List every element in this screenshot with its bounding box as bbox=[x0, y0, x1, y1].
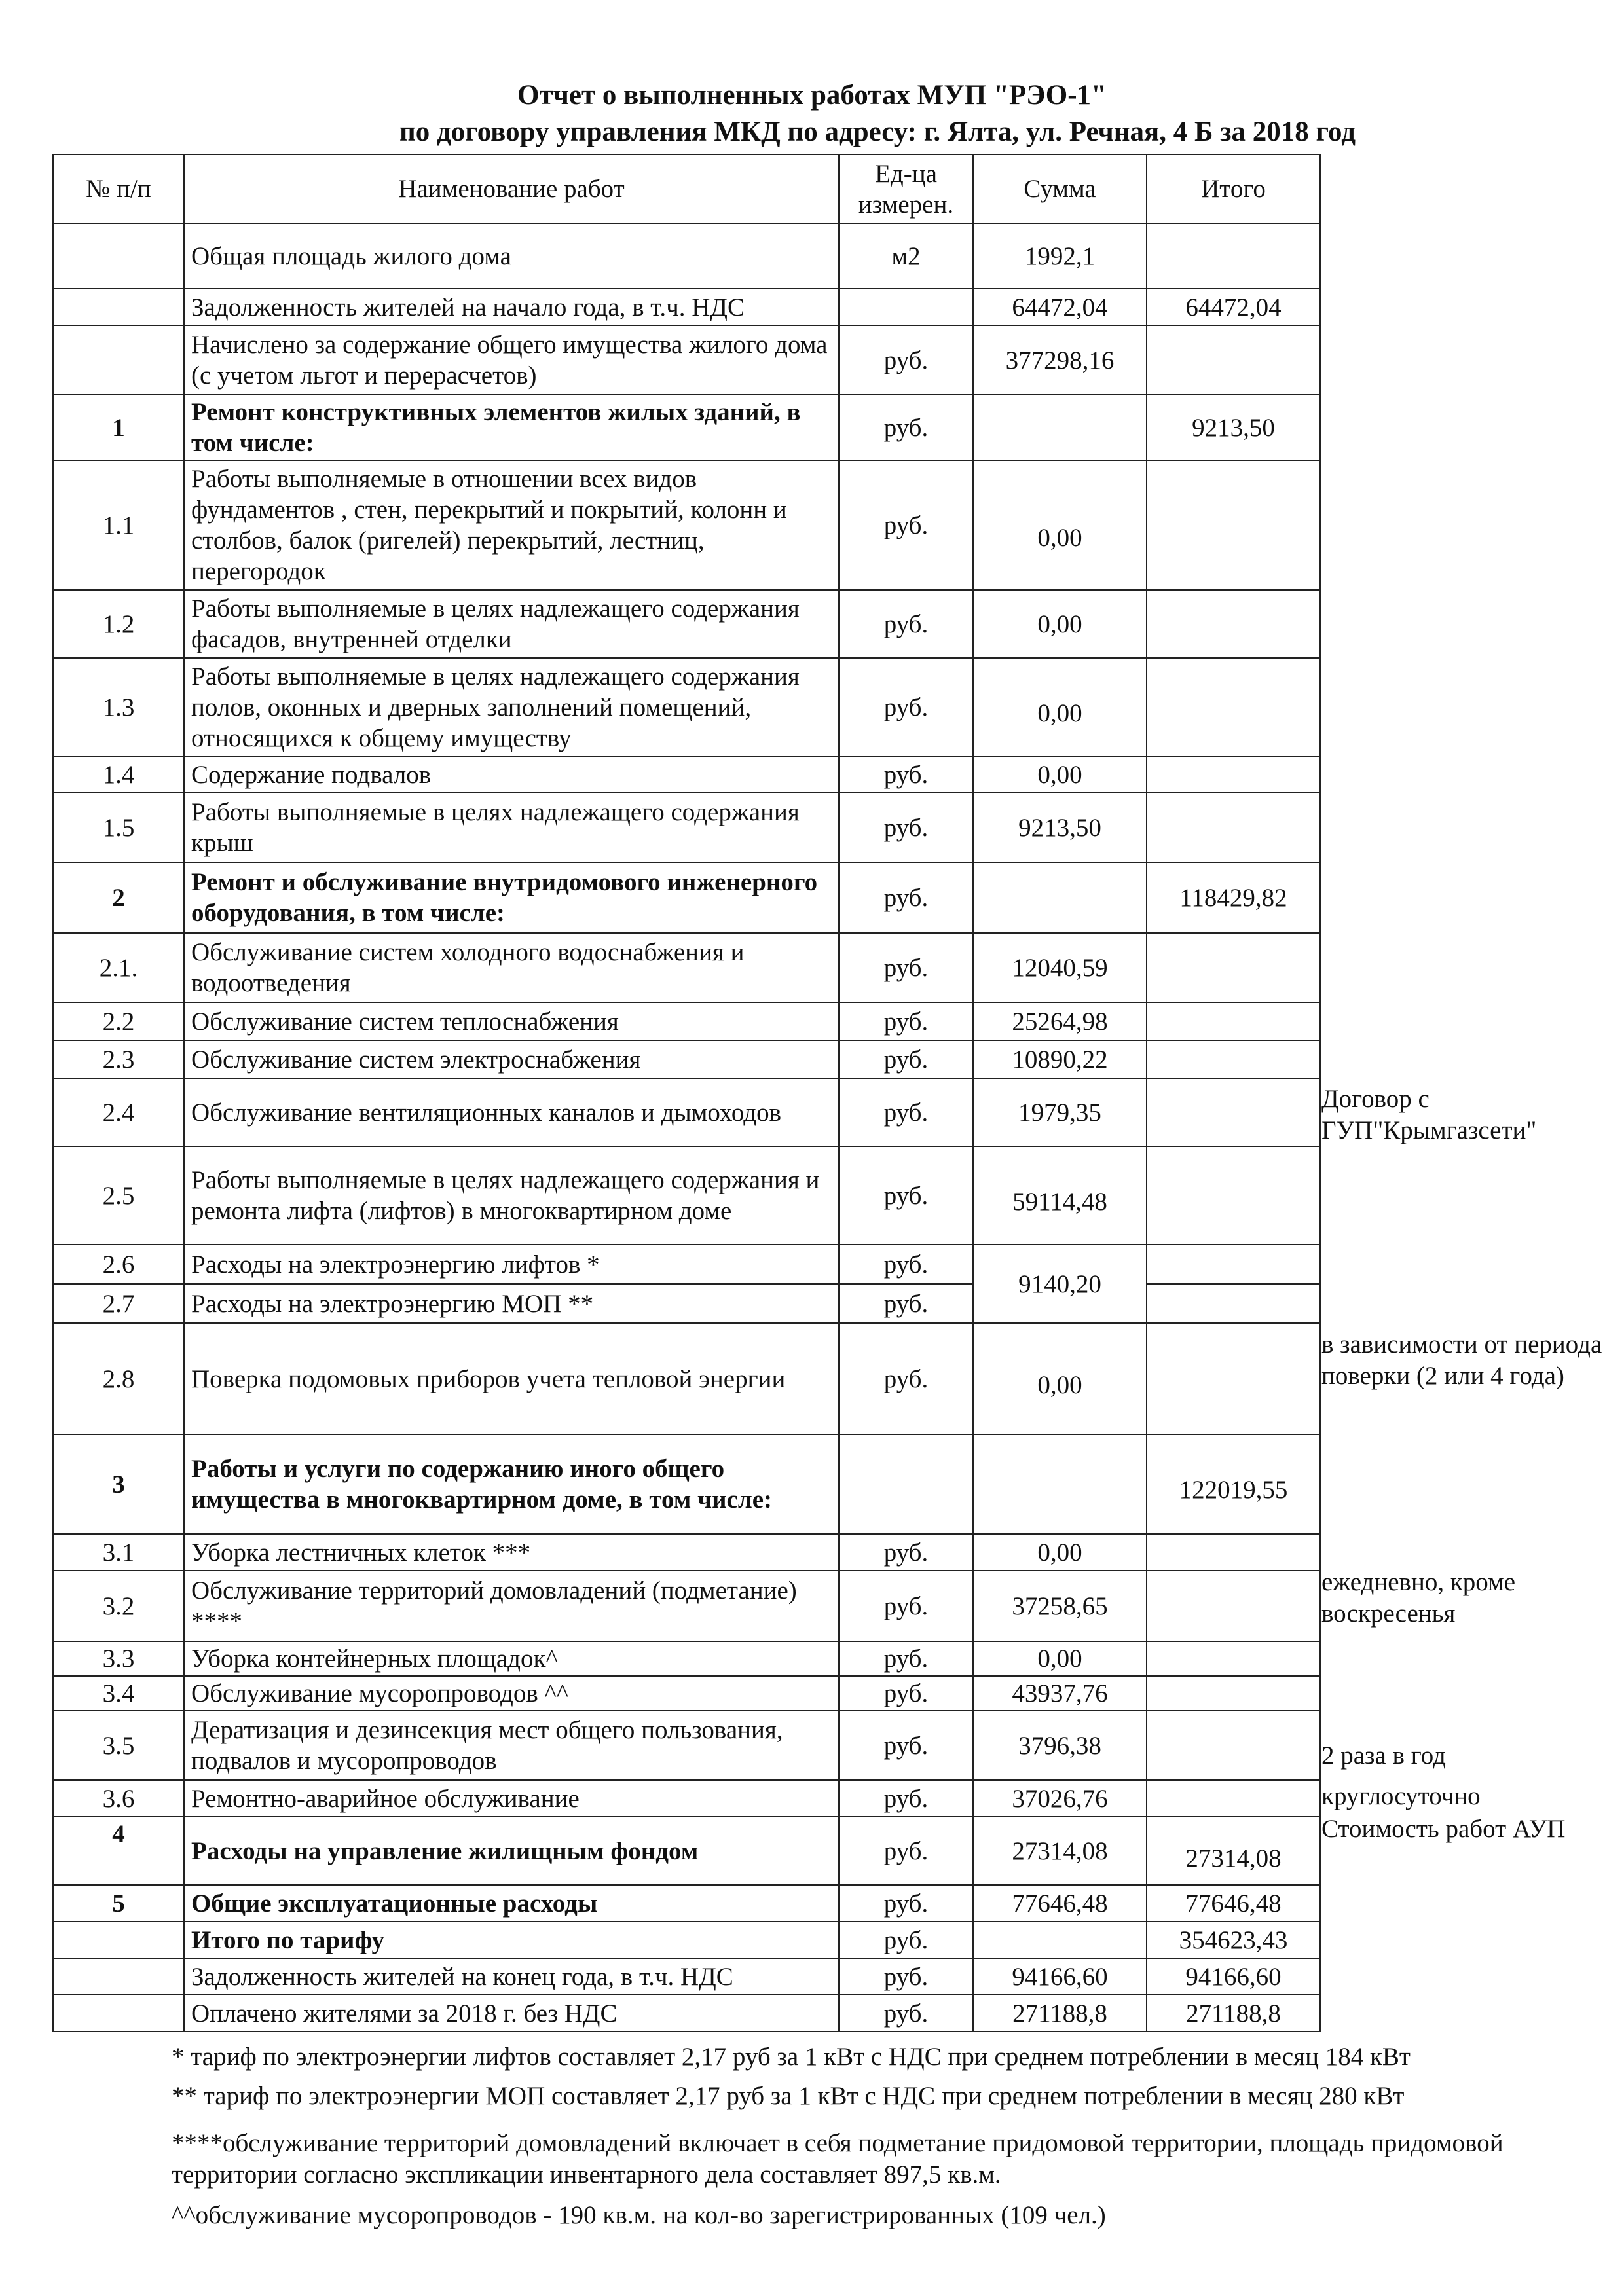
row-name: Работы выполняемые в отношении всех видов фундаментов , стен, перекрытий и покрытий, колонн и столбов, балок (ригелей) перекрытий, лестниц, перегородок bbox=[184, 460, 839, 590]
table-row bbox=[53, 1146, 1320, 1245]
row-unit: руб. bbox=[839, 1995, 973, 2032]
table-row bbox=[53, 1571, 1320, 1641]
row-unit: руб. bbox=[839, 1676, 973, 1711]
table-row bbox=[53, 590, 1320, 658]
row-name: Расходы на управление жилищным фондом bbox=[184, 1817, 839, 1885]
table-row bbox=[53, 289, 1320, 325]
row-total bbox=[1147, 1571, 1320, 1641]
row-num: 1.2 bbox=[53, 590, 184, 658]
row-num: 3 bbox=[53, 1434, 184, 1534]
row-num: 1 bbox=[53, 395, 184, 460]
row-unit: руб. bbox=[839, 460, 973, 590]
row-total bbox=[1147, 933, 1320, 1002]
row-num: 3.2 bbox=[53, 1571, 184, 1641]
row-name: Работы выполняемые в целях надлежащего содержания фасадов, внутренней отделки bbox=[184, 590, 839, 658]
row-total: 9213,50 bbox=[1147, 395, 1320, 460]
row-total bbox=[1147, 658, 1320, 756]
row-name: Обслуживание систем электроснабжения bbox=[184, 1040, 839, 1078]
table-row bbox=[53, 1078, 1320, 1146]
table-row bbox=[53, 1323, 1320, 1434]
row-sum: 0,00 bbox=[973, 1641, 1147, 1676]
row-sum: 1992,1 bbox=[973, 223, 1147, 289]
table-row bbox=[53, 1711, 1320, 1780]
row-sum: 12040,59 bbox=[973, 933, 1147, 1002]
row-total: 94166,60 bbox=[1147, 1958, 1320, 1995]
row-sum: 59114,48 bbox=[973, 1146, 1147, 1245]
row-unit: руб. bbox=[839, 862, 973, 933]
title-line-1: Отчет о выполненных работах МУП "РЭО-1" bbox=[517, 80, 1107, 111]
row-total bbox=[1147, 1040, 1320, 1078]
row-unit: м2 bbox=[839, 223, 973, 289]
table-row bbox=[53, 325, 1320, 395]
row-total bbox=[1147, 1534, 1320, 1571]
row-unit: руб. bbox=[839, 1002, 973, 1040]
row-total bbox=[1147, 1323, 1320, 1434]
row-num bbox=[53, 325, 184, 395]
row-num: 2.4 bbox=[53, 1078, 184, 1146]
row-unit: руб. bbox=[839, 1534, 973, 1571]
row-unit: руб. bbox=[839, 1780, 973, 1817]
row-unit: руб. bbox=[839, 1817, 973, 1885]
table-row bbox=[53, 1434, 1320, 1534]
header-sum: Сумма bbox=[973, 155, 1147, 223]
row-num: 2.8 bbox=[53, 1323, 184, 1434]
table-row bbox=[53, 1676, 1320, 1711]
row-unit: руб. bbox=[839, 1922, 973, 1958]
table-row bbox=[53, 1002, 1320, 1040]
title-line-2: по договору управления МКД по адресу: г. Ялта, ул. Речная, 4 Б за 2018 год bbox=[399, 117, 1356, 147]
row-sum: 3796,38 bbox=[973, 1711, 1147, 1780]
row-total bbox=[1147, 1146, 1320, 1245]
table-row bbox=[53, 933, 1320, 1002]
row-num: 1.4 bbox=[53, 756, 184, 793]
row-sum: 377298,16 bbox=[973, 325, 1147, 395]
row-unit: руб. bbox=[839, 1571, 973, 1641]
table-row bbox=[53, 1780, 1320, 1817]
row-sum: 27314,08 bbox=[973, 1817, 1147, 1885]
row-total bbox=[1147, 325, 1320, 395]
row-name: Поверка подомовых приборов учета тепловой энергии bbox=[184, 1323, 839, 1434]
table-row bbox=[53, 1995, 1320, 2032]
row-name: Оплачено жителями за 2018 г. без НДС bbox=[184, 1995, 839, 2032]
row-total: 354623,43 bbox=[1147, 1922, 1320, 1958]
row-num: 2.3 bbox=[53, 1040, 184, 1078]
row-unit: руб. bbox=[839, 1885, 973, 1922]
row-num bbox=[53, 289, 184, 325]
row-total: 122019,55 bbox=[1147, 1434, 1320, 1534]
row-num: 1.5 bbox=[53, 793, 184, 862]
table-row bbox=[53, 658, 1320, 756]
row-total bbox=[1147, 1641, 1320, 1676]
row-name: Ремонтно-аварийное обслуживание bbox=[184, 1780, 839, 1817]
row-unit: руб. bbox=[839, 793, 973, 862]
row-sum: 77646,48 bbox=[973, 1885, 1147, 1922]
row-total bbox=[1147, 1780, 1320, 1817]
row-unit: руб. bbox=[839, 1284, 973, 1323]
row-num: 3.6 bbox=[53, 1780, 184, 1817]
row-unit: руб. bbox=[839, 1245, 973, 1284]
row-num: 3.4 bbox=[53, 1676, 184, 1711]
note-verification-period: в зависимости от периода поверки (2 или 4 года) bbox=[1321, 1330, 1602, 1390]
note-twice-a-year: 2 раза в год bbox=[1321, 1741, 1446, 1770]
table-row bbox=[53, 793, 1320, 862]
row-total: 27314,08 bbox=[1147, 1817, 1320, 1885]
row-name: Начислено за содержание общего имущества жилого дома (с учетом льгот и перерасчетов) bbox=[184, 325, 839, 395]
row-name: Содержание подвалов bbox=[184, 756, 839, 793]
row-num: 3.1 bbox=[53, 1534, 184, 1571]
row-unit: руб. bbox=[839, 1146, 973, 1245]
table-row bbox=[53, 223, 1320, 289]
row-total bbox=[1147, 1245, 1320, 1284]
note-round-the-clock: круглосуточно bbox=[1321, 1782, 1481, 1810]
row-sum: 9140,20 bbox=[973, 1245, 1147, 1323]
row-name: Работы и услуги по содержанию иного общего имущества в многоквартирном доме, в том числе: bbox=[184, 1434, 839, 1534]
row-sum: 0,00 bbox=[973, 590, 1147, 658]
row-sum: 43937,76 bbox=[973, 1676, 1147, 1711]
row-unit: руб. bbox=[839, 590, 973, 658]
header-total: Итого bbox=[1147, 155, 1320, 223]
row-sum: 37258,65 bbox=[973, 1571, 1147, 1641]
row-num bbox=[53, 1958, 184, 1995]
table-row bbox=[53, 862, 1320, 933]
table-row bbox=[53, 1245, 1320, 1284]
report-table bbox=[52, 154, 1321, 2032]
row-unit: руб. bbox=[839, 325, 973, 395]
row-total bbox=[1147, 756, 1320, 793]
row-name: Уборка контейнерных площадок^ bbox=[184, 1641, 839, 1676]
row-total bbox=[1147, 223, 1320, 289]
row-sum: 271188,8 bbox=[973, 1995, 1147, 2032]
row-num: 2 bbox=[53, 862, 184, 933]
table-row bbox=[53, 395, 1320, 460]
row-name: Обслуживание вентиляционных каналов и дымоходов bbox=[184, 1078, 839, 1146]
table-row bbox=[53, 1641, 1320, 1676]
row-sum bbox=[973, 395, 1147, 460]
row-num: 1.1 bbox=[53, 460, 184, 590]
row-num: 3.3 bbox=[53, 1641, 184, 1676]
row-num: 3.5 bbox=[53, 1711, 184, 1780]
row-num: 2.7 bbox=[53, 1284, 184, 1323]
header-name: Наименование работ bbox=[184, 155, 839, 223]
table-row bbox=[53, 1958, 1320, 1995]
row-num: 2.6 bbox=[53, 1245, 184, 1284]
row-sum: 94166,60 bbox=[973, 1958, 1147, 1995]
row-total bbox=[1147, 1002, 1320, 1040]
row-name: Обслуживание территорий домовладений (подметание) **** bbox=[184, 1571, 839, 1641]
row-name: Работы выполняемые в целях надлежащего содержания и ремонта лифта (лифтов) в многоквартирном доме bbox=[184, 1146, 839, 1245]
row-sum: 1979,35 bbox=[973, 1078, 1147, 1146]
note-aup-cost: Стоимость работ АУП bbox=[1321, 1815, 1566, 1843]
row-sum: 64472,04 bbox=[973, 289, 1147, 325]
row-num bbox=[53, 1995, 184, 2032]
row-sum: 0,00 bbox=[973, 756, 1147, 793]
row-name: Расходы на электроэнергию МОП ** bbox=[184, 1284, 839, 1323]
row-total bbox=[1147, 1711, 1320, 1780]
row-num: 2.1. bbox=[53, 933, 184, 1002]
row-total bbox=[1147, 793, 1320, 862]
row-unit bbox=[839, 1434, 973, 1534]
row-sum bbox=[973, 1922, 1147, 1958]
row-name: Задолженность жителей на конец года, в т.ч. НДС bbox=[184, 1958, 839, 1995]
row-total bbox=[1147, 590, 1320, 658]
row-name: Работы выполняемые в целях надлежащего содержания крыш bbox=[184, 793, 839, 862]
table-row bbox=[53, 1817, 1320, 1885]
footnote-garbage-chute: ^^обслуживание мусоропроводов - 190 кв.м. на кол-во зарегистрированных (109 чел.) bbox=[172, 2201, 1106, 2229]
row-name: Обслуживание систем холодного водоснабжения и водоотведения bbox=[184, 933, 839, 1002]
row-unit: руб. bbox=[839, 1958, 973, 1995]
row-unit bbox=[839, 289, 973, 325]
row-num: 1.3 bbox=[53, 658, 184, 756]
row-num bbox=[53, 1922, 184, 1958]
row-num: 4 bbox=[53, 1817, 184, 1885]
row-sum: 0,00 bbox=[973, 1534, 1147, 1571]
row-name: Общая площадь жилого дома bbox=[184, 223, 839, 289]
row-name: Работы выполняемые в целях надлежащего содержания полов, оконных и дверных заполнений помещений, относящихся к общему имуществу bbox=[184, 658, 839, 756]
row-total: 118429,82 bbox=[1147, 862, 1320, 933]
row-total: 271188,8 bbox=[1147, 1995, 1320, 2032]
row-total bbox=[1147, 1284, 1320, 1323]
footnote-mop-tariff: ** тариф по электроэнергии МОП составляет 2,17 руб за 1 кВт с НДС при среднем потреблении в месяц 280 кВт bbox=[172, 2082, 1405, 2110]
row-unit: руб. bbox=[839, 933, 973, 1002]
table-header-row bbox=[53, 155, 1320, 223]
row-name: Задолженность жителей на начало года, в т.ч. НДС bbox=[184, 289, 839, 325]
row-sum: 9213,50 bbox=[973, 793, 1147, 862]
table-row bbox=[53, 460, 1320, 590]
row-total: 64472,04 bbox=[1147, 289, 1320, 325]
row-unit: руб. bbox=[839, 1040, 973, 1078]
row-total bbox=[1147, 1676, 1320, 1711]
row-name: Ремонт конструктивных элементов жилых зданий, в том числе: bbox=[184, 395, 839, 460]
row-sum bbox=[973, 1434, 1147, 1534]
table-row bbox=[53, 1534, 1320, 1571]
row-sum: 0,00 bbox=[973, 1323, 1147, 1434]
row-sum: 37026,76 bbox=[973, 1780, 1147, 1817]
row-name: Общие эксплуатационные расходы bbox=[184, 1885, 839, 1922]
row-name: Обслуживание мусоропроводов ^^ bbox=[184, 1676, 839, 1711]
table-row bbox=[53, 1885, 1320, 1922]
row-name: Обслуживание систем теплоснабжения bbox=[184, 1002, 839, 1040]
row-unit: руб. bbox=[839, 756, 973, 793]
row-unit: руб. bbox=[839, 395, 973, 460]
row-name: Уборка лестничных клеток *** bbox=[184, 1534, 839, 1571]
row-sum bbox=[973, 862, 1147, 933]
row-unit: руб. bbox=[839, 658, 973, 756]
note-gas-contract: Договор с ГУП"Крымгазсети" bbox=[1321, 1085, 1537, 1144]
row-sum: 0,00 bbox=[973, 460, 1147, 590]
row-num bbox=[53, 223, 184, 289]
footnote-territory: ****обслуживание территорий домовладений включает в себя подметание придомовой территории, площадь придомовой территории согласно экспликации инвентарного дела составляет 897,5 кв.м. bbox=[172, 2129, 1504, 2189]
row-unit: руб. bbox=[839, 1641, 973, 1676]
row-unit: руб. bbox=[839, 1078, 973, 1146]
row-total: 77646,48 bbox=[1147, 1885, 1320, 1922]
row-total bbox=[1147, 460, 1320, 590]
footnote-lift-tariff: * тариф по электроэнергии лифтов составляет 2,17 руб за 1 кВт с НДС при среднем потреблении в месяц 184 кВт bbox=[172, 2043, 1411, 2071]
row-sum: 0,00 bbox=[973, 658, 1147, 756]
row-num: 2.5 bbox=[53, 1146, 184, 1245]
header-num: № п/п bbox=[53, 155, 184, 223]
row-unit: руб. bbox=[839, 1323, 973, 1434]
report-title bbox=[0, 77, 1624, 151]
row-name: Дератизация и дезинсекция мест общего пользования, подвалов и мусоропроводов bbox=[184, 1711, 839, 1780]
row-unit: руб. bbox=[839, 1711, 973, 1780]
row-name: Расходы на электроэнергию лифтов * bbox=[184, 1245, 839, 1284]
table-row bbox=[53, 1040, 1320, 1078]
row-total bbox=[1147, 1078, 1320, 1146]
table-row bbox=[53, 1922, 1320, 1958]
row-name: Итого по тарифу bbox=[184, 1922, 839, 1958]
row-sum: 25264,98 bbox=[973, 1002, 1147, 1040]
note-daily: ежедневно, кроме воскресенья bbox=[1321, 1568, 1516, 1628]
row-num: 2.2 bbox=[53, 1002, 184, 1040]
row-num: 5 bbox=[53, 1885, 184, 1922]
row-sum: 10890,22 bbox=[973, 1040, 1147, 1078]
header-unit: Ед-ца измерен. bbox=[839, 155, 973, 223]
row-name: Ремонт и обслуживание внутридомового инженерного оборудования, в том числе: bbox=[184, 862, 839, 933]
table-row bbox=[53, 756, 1320, 793]
